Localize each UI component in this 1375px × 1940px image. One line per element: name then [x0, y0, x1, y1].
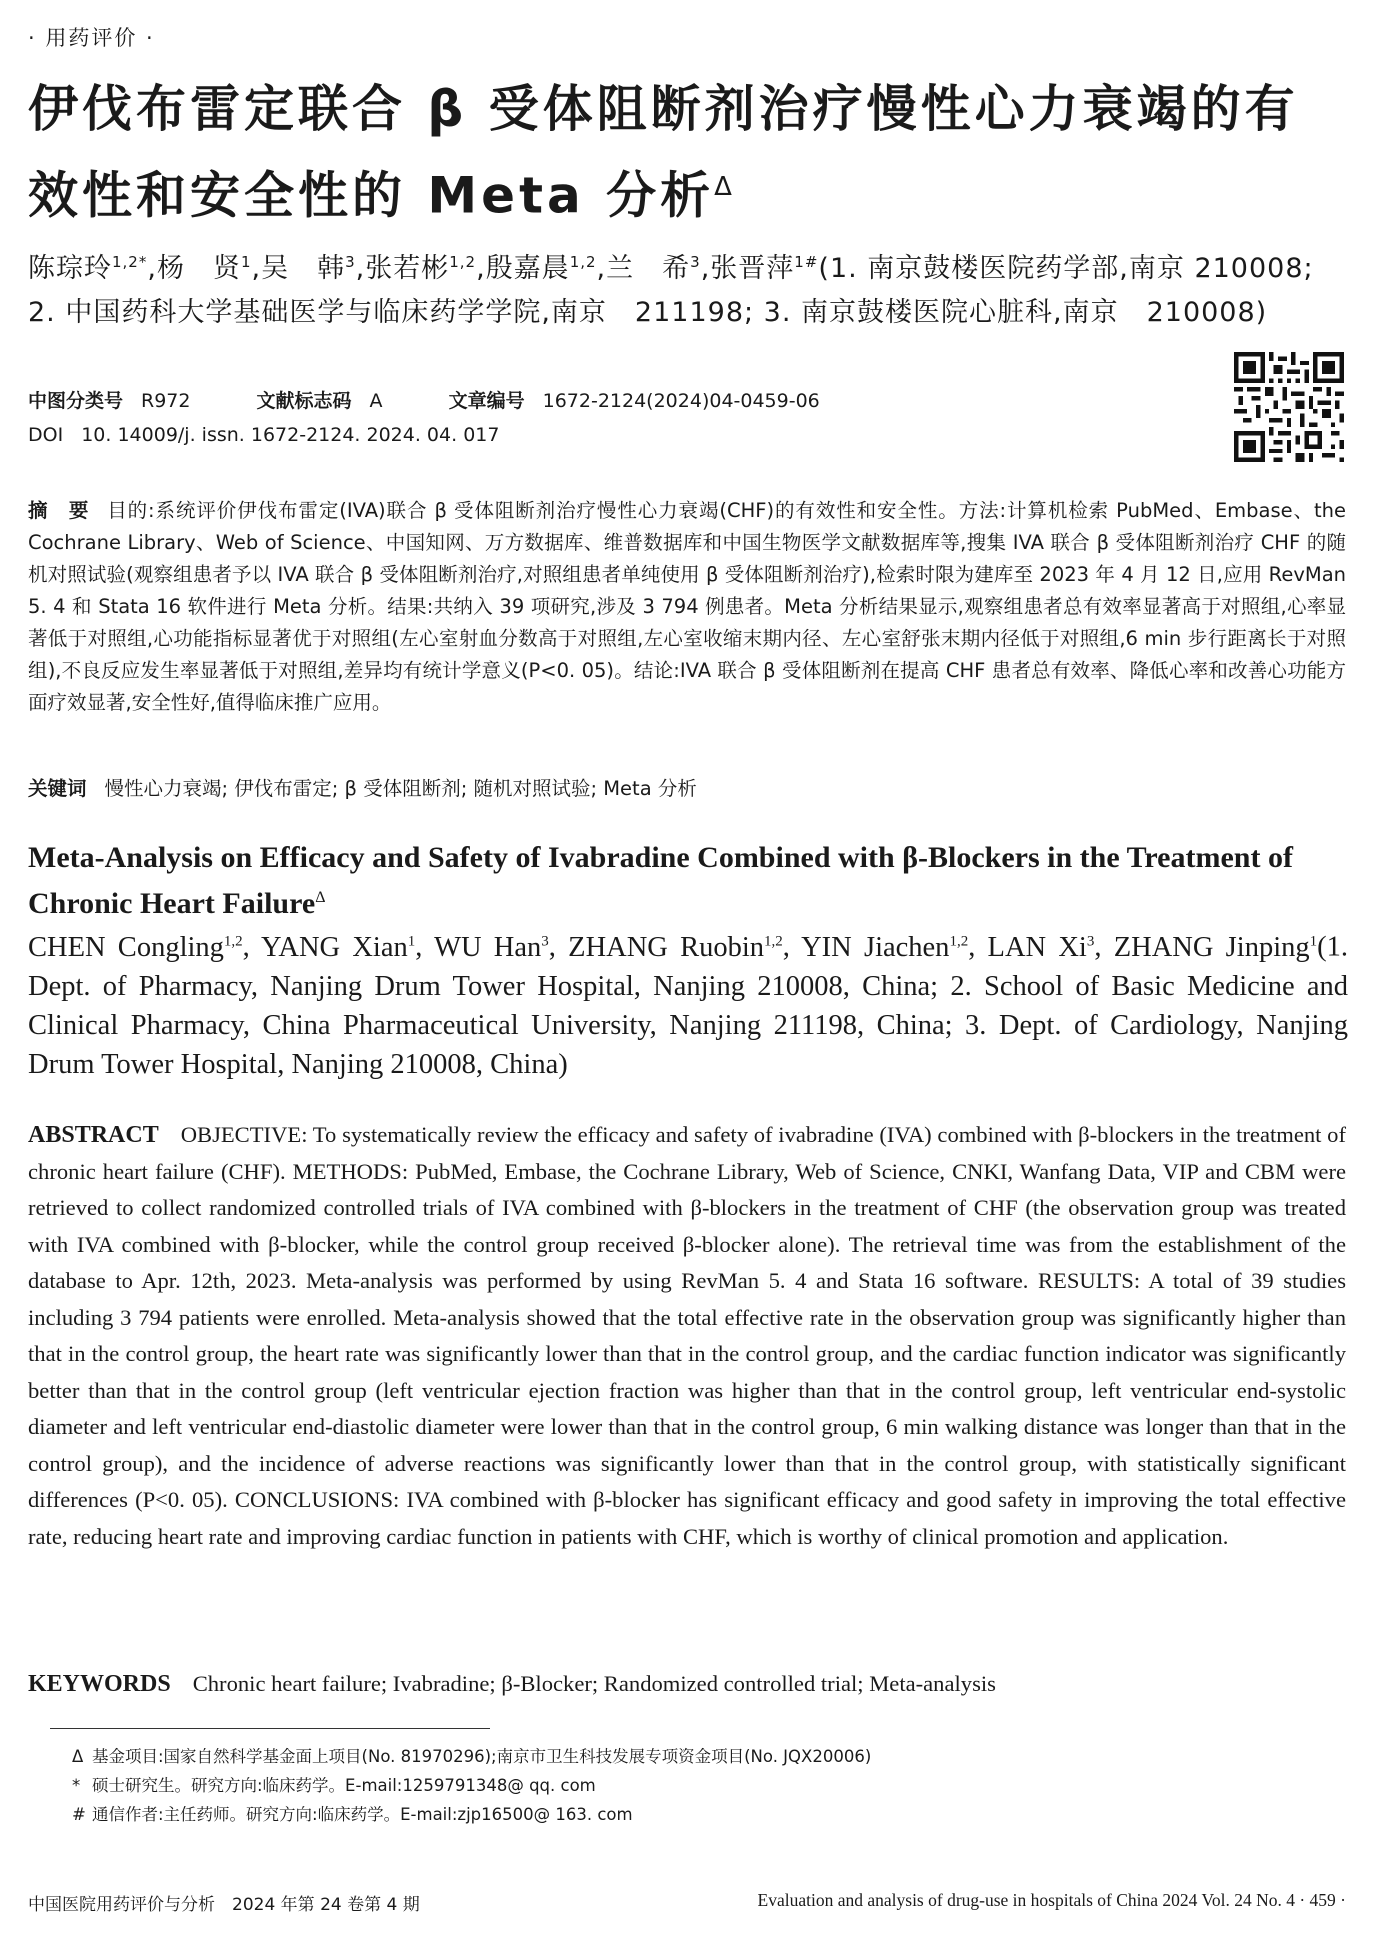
clc-label: 中图分类号	[28, 390, 124, 412]
author: 陈琮玲$^{1,2*}$	[28, 253, 148, 284]
footer-journal-en: Evaluation and analysis of drug-use in hospitals of China 2024 Vol. 24 No. 4 · 459 ·	[757, 1890, 1346, 1910]
footnote-first-author: * 硕士研究生。研究方向:临床药学。E-mail:1259791348@ qq. com	[72, 1776, 596, 1795]
doc-code-value: A	[369, 390, 383, 412]
doi-label: DOI	[28, 424, 64, 446]
english-title	[28, 838, 1348, 924]
article-no-label: 文章编号	[448, 390, 525, 412]
english-keywords	[28, 1666, 1346, 1702]
author: ZHANG Ruobin$^{1,2}$	[568, 931, 783, 963]
english-title-mark: Δ	[315, 889, 326, 906]
chinese-affiliations: (1. 南京鼓楼医院药学部,南京 210008; 2. 中国药科大学基础医学与临床药学学院,南京 211198; 3. 南京鼓楼医院心脏科,南京 210008)	[28, 253, 1314, 328]
footnote-corresponding: # 通信作者:主任药师。研究方向:临床药学。E-mail:zjp16500@ 163. com	[72, 1805, 633, 1824]
english-keywords-label: KEYWORDS	[28, 1671, 171, 1697]
chinese-abstract-text: 目的:系统评价伊伐布雷定(IVA)联合 β 受体阻断剂治疗慢性心力衰竭(CHF)的有效性和安全性。方法:计算机检索 PubMed、Embase、the Cochrane Library、Web of Science、中国知网、万方数据库、维普数据库和中国生物医学文献数据库等,搜集 IVA 联合 β 受体阻断剂治疗 CHF 的随机对照试验(观察组患者予以 IVA 联合 β 受体阻断剂治疗,对照组患者单纯使用 β 受体阻断剂治疗),检索时限为建库至 2023 年 4 月 12 日,应用 RevMan 5. 4 和 Stata 16 软件进行 Meta 分析。结果:共纳入 39 项研究,涉及 3 794 例患者。Meta 分析结果显示,观察组患者总有效率显著高于对照组,心率显著低于对照组,心功能指标显著优于对照组(左心室射血分数高于对照组,左心室收缩末期内径、左心室舒张末期内径低于对照组,6 min 步行距离长于对照组),不良反应发生率显著低于对照组,差异均有统计学意义(P<0. 05)。结论:IVA 联合 β 受体阻断剂在提高 CHF 患者总有效率、降低心率和改善心功能方面疗效显著,安全性好,值得临床推广应用。	[28, 499, 1346, 714]
chinese-authors: 陈琮玲$^{1,2*}$,杨 贤$^1$,吴 韩$^3$,张若彬$^{1,2}$,殷嘉晨$^{1,2}$,兰 希$^3$,张晋萍$^{1\#}$(1. 南京鼓楼医院药学部,南京 210008; 2. 中国药科大学基础医学与临床药学学院,南京 211198; 3. 南京鼓楼医院心脏科,南京 210008)	[28, 253, 1314, 328]
english-title-text: Meta-Analysis on Efficacy and Safety of Ivabradine Combined with β-Blockers in the Treatment of Chronic Heart Failure	[28, 841, 1293, 920]
doi-line	[28, 424, 499, 446]
author: 殷嘉晨$^{1,2}$	[485, 253, 597, 284]
chinese-keywords-label: 关键词	[28, 777, 87, 800]
section-tag: · 用药评价 ·	[28, 26, 155, 50]
chinese-title-text: 伊伐布雷定联合 β 受体阻断剂治疗慢性心力衰竭的有效性和安全性的 Meta 分析	[28, 80, 1299, 225]
author: 张若彬$^{1,2}$	[365, 253, 477, 284]
classification-line	[28, 386, 880, 413]
chinese-keywords-text: 慢性心力衰竭; 伊伐布雷定; β 受体阻断剂; 随机对照试验; Meta 分析	[104, 777, 697, 800]
english-keywords-text: Chronic heart failure; Ivabradine; β-Blocker; Randomized controlled trial; Meta-analysis	[192, 1671, 996, 1696]
qr-code[interactable]	[1234, 352, 1344, 462]
article-no-value: 1672-2124(2024)04-0459-06	[542, 390, 820, 412]
english-abstract-text: OBJECTIVE: To systematically review the efficacy and safety of ivabradine (IVA) combined with β-blockers in the treatment of chronic heart failure (CHF). METHODS: PubMed, Embase, the Cochrane Library, Web of Science, CNKI, Wanfang Data, VIP and CBM were retrieved to collect randomized controlled trials of IVA combined with β-blockers in the treatment of CHF (the observation group was treated with IVA combined with β-blocker, while the control group received β-blocker alone). The retrieval time was from the establishment of the database to Apr. 12th, 2023. Meta-analysis was performed by using RevMan 5. 4 and Stata 16 software. RESULTS: A total of 39 studies including 3 794 patients were enrolled. Meta-analysis showed that the total effective rate in the observation group was significantly higher than that in the control group, the heart rate was significantly lower than that in the control group, and the cardiac function indicator was significantly better than that in the control group (left ventricular ejection fraction was higher than that in the control group, left ventricular end-systolic diameter and left ventricular end-diastolic diameter were lower than that in the control group, 6 min walking distance was longer than that in the control group), and the incidence of adverse reactions was significantly lower than that in the control group, with statistically significant differences (P<0. 05). CONCLUSIONS: IVA combined with β-blocker has significant efficacy and good safety in improving the total effective rate, reducing heart rate and improving cardiac function in patients with CHF, which is worthy of clinical promotion and application.	[28, 1122, 1346, 1549]
author: LAN Xi$^3$	[987, 931, 1095, 963]
chinese-title-mark: Δ	[714, 172, 736, 202]
author: YANG Xian$^1$	[260, 931, 416, 963]
author: CHEN Congling$^{1,2}$	[28, 931, 243, 963]
english-abstract	[28, 1117, 1346, 1555]
clc-value: R972	[141, 390, 191, 412]
author: WU Han$^3$	[434, 931, 549, 963]
author: 吴 韩$^3$	[261, 253, 356, 284]
english-abstract-label: ABSTRACT	[28, 1122, 159, 1148]
footnote-funding: Δ 基金项目:国家自然科学基金面上项目(No. 81970296);南京市卫生科技发展专项资金项目(No. JQX20006)	[72, 1747, 872, 1766]
footnote-divider	[50, 1728, 490, 1729]
chinese-abstract	[28, 495, 1346, 719]
chinese-abstract-label: 摘 要	[28, 499, 90, 522]
author: ZHANG Jinping$^1$	[1113, 931, 1318, 963]
english-authors: CHEN Congling$^{1,2}$, YANG Xian$^1$, WU Han$^3$, ZHANG Ruobin$^{1,2}$, YIN Jiachen$^{1,2}$, LAN Xi$^3$, ZHANG Jinping$^1$(1. Dept. of Pharmacy, Nanjing Drum Tower Hospital, Nanjing 210008, China; 2. School of Basic Medicine and Clinical Pharmacy, China Pharmaceutical University, Nanjing 211198, China; 3. Dept. of Cardiology, Nanjing Drum Tower Hospital, Nanjing 210008, China)	[28, 931, 1348, 1080]
footnotes	[72, 1742, 1322, 1829]
doi-value[interactable]: 10. 14009/j. issn. 1672-2124. 2024. 04. 017	[81, 424, 500, 446]
english-affiliations: (1. Dept. of Pharmacy, Nanjing Drum Tower Hospital, Nanjing 210008, China; 2. School of Basic Medicine and Clinical Pharmacy, China Pharmaceutical University, Nanjing 211198, China; 3. Dept. of Cardiology, Nanjing Drum Tower Hospital, Nanjing 210008, China)	[28, 931, 1348, 1080]
chinese-title	[28, 70, 1348, 235]
author: 张晋萍$^{1\#}$	[710, 253, 819, 284]
author: 杨 贤$^1$	[156, 253, 252, 284]
author: 兰 希$^3$	[606, 253, 701, 284]
chinese-keywords	[28, 773, 1346, 805]
doc-code-label: 文献标志码	[256, 390, 352, 412]
footer-journal-cn: 中国医院用药评价与分析 2024 年第 24 卷第 4 期	[28, 1895, 420, 1915]
author: YIN Jiachen$^{1,2}$	[801, 931, 969, 963]
